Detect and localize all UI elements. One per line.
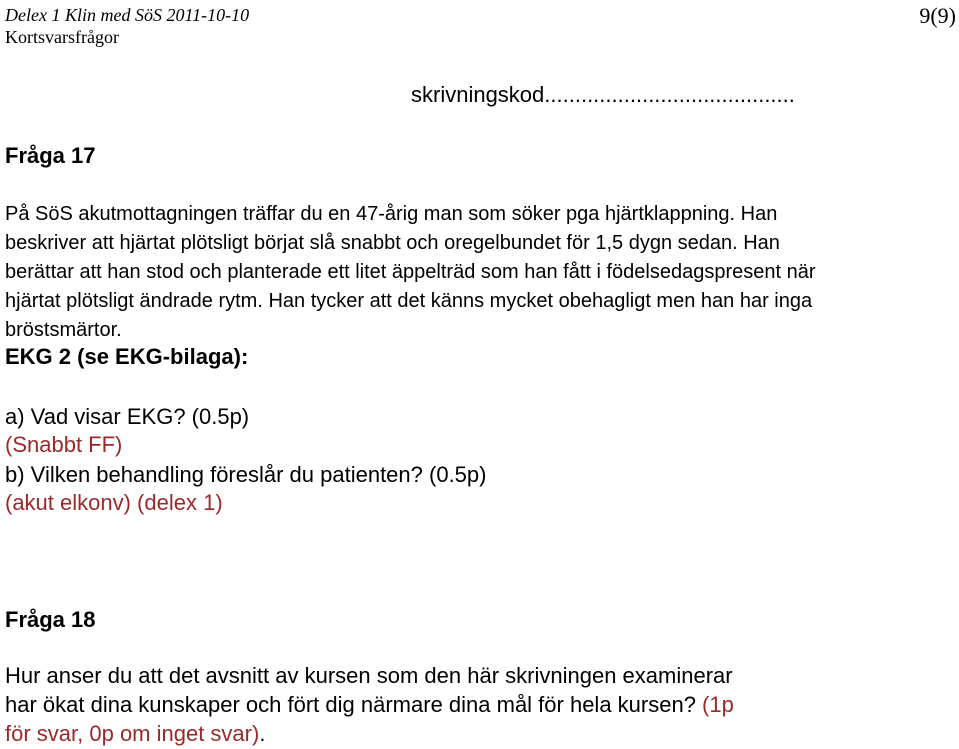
question-17-body xyxy=(5,200,945,345)
answer-text: för svar, 0p om inget svar) xyxy=(5,721,260,746)
question-18-heading: Fråga 18 xyxy=(5,607,96,632)
body-text: . xyxy=(259,721,266,746)
answer-text: (1p xyxy=(695,692,734,717)
answer-a: (Snabbt FF) xyxy=(5,432,123,457)
body-line: hjärtat plötsligt ändrade rytm. Han tycker att det känns mycket obehagligt men han har inga xyxy=(5,290,813,312)
page-header xyxy=(5,4,249,48)
body-line: På SöS akutmottagningen träffar du en 47-årig man som söker pga hjärtklappning. Han xyxy=(5,203,778,225)
header-title: Delex 1 Klin med SöS 2011-10-10 xyxy=(5,5,250,25)
question-a: a) Vad visar EKG? (0.5p) xyxy=(5,404,250,429)
body-text: har ökat dina kunskaper och fört dig närmare dina mål för hela kursen? xyxy=(5,692,696,717)
body-line: berättar att han stod och planterade ett litet äppelträd som han fått i födelsedagspresent när xyxy=(5,261,816,283)
question-17-heading: Fråga 17 xyxy=(5,143,96,168)
question-18-body xyxy=(5,661,734,748)
page-number: 9(9) xyxy=(919,3,956,28)
ekg-reference: EKG 2 (se EKG-bilaga): xyxy=(5,344,249,369)
exam-code-field: skrivningskod......................................... xyxy=(411,82,795,107)
body-line: bröstsmärtor. xyxy=(5,319,122,341)
body-line: beskriver att hjärtat plötsligt börjat slå snabbt och oregelbundet för 1,5 dygn sedan. Han xyxy=(5,232,780,254)
header-subtitle: Kortsvarsfrågor xyxy=(5,27,119,47)
answer-b: (akut elkonv) (delex 1) xyxy=(5,490,223,515)
body-line xyxy=(5,719,734,748)
body-line: Hur anser du att det avsnitt av kursen som den här skrivningen examinerar xyxy=(5,663,733,688)
question-b: b) Vilken behandling föreslår du patienten? (0.5p) xyxy=(5,462,487,487)
body-line xyxy=(5,690,734,719)
